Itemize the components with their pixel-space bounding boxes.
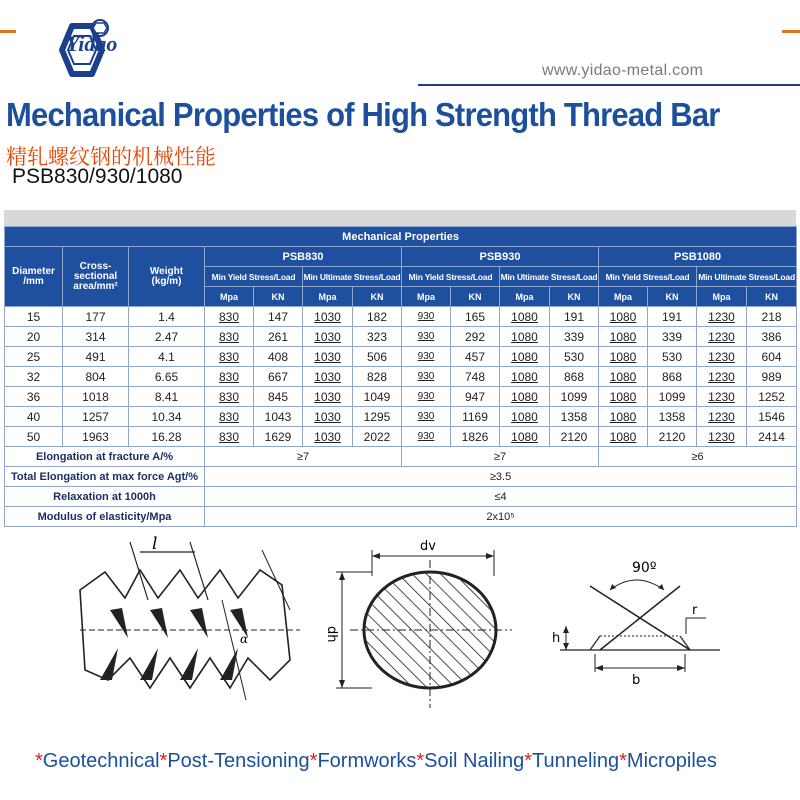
table-row bbox=[5, 347, 797, 367]
subhead-ultimate: Min Ultimate Stress/Load bbox=[303, 267, 402, 287]
unit-mpa: Mpa bbox=[599, 287, 648, 307]
table-cell: 182 bbox=[353, 307, 402, 327]
unit-kn: KN bbox=[451, 287, 500, 307]
cross-section-drawing bbox=[324, 539, 512, 708]
table-cell: 1030 bbox=[303, 427, 353, 447]
table-cell: 1049 bbox=[353, 387, 402, 407]
table-cell: 1295 bbox=[353, 407, 402, 427]
table-cell: 1080 bbox=[500, 367, 550, 387]
table-cell: 1080 bbox=[500, 387, 550, 407]
table-cell: 947 bbox=[451, 387, 500, 407]
table-cell: 830 bbox=[205, 327, 254, 347]
header-diameter: Diameter /mm bbox=[5, 247, 63, 307]
thread-bar-drawing bbox=[80, 534, 300, 700]
relaxation-value: ≤4 bbox=[205, 487, 797, 507]
table-cell: 1963 bbox=[63, 427, 129, 447]
application-item: Soil Nailing bbox=[424, 750, 525, 772]
table-cell: 218 bbox=[747, 307, 797, 327]
applications-band bbox=[35, 750, 765, 792]
table-cell: 1080 bbox=[500, 407, 550, 427]
brand-name: Yidao bbox=[66, 31, 118, 56]
thread-profile-drawing bbox=[552, 560, 720, 688]
mechanical-properties-table bbox=[4, 226, 797, 527]
table-cell: 1230 bbox=[697, 387, 747, 407]
table-cell: 1230 bbox=[697, 347, 747, 367]
table-cell: 386 bbox=[747, 327, 797, 347]
table-cell: 491 bbox=[63, 347, 129, 367]
subhead-yield: Min Yield Stress/Load bbox=[205, 267, 303, 287]
subhead-yield: Min Yield Stress/Load bbox=[402, 267, 500, 287]
app-marker: * bbox=[35, 750, 43, 772]
table-cell: 339 bbox=[550, 327, 599, 347]
thread-h-label: h bbox=[552, 631, 561, 646]
table-cell: 1030 bbox=[303, 407, 353, 427]
table-cell: 8.41 bbox=[129, 387, 205, 407]
app-marker: * bbox=[159, 750, 168, 772]
table-cell: 2414 bbox=[747, 427, 797, 447]
table-cell: 191 bbox=[648, 307, 697, 327]
application-item: Post-Tensioning bbox=[167, 750, 310, 772]
table-cell: 1629 bbox=[254, 427, 303, 447]
unit-mpa: Mpa bbox=[500, 287, 550, 307]
elongation-psb930: ≥7 bbox=[402, 447, 599, 467]
table-cell: 1099 bbox=[648, 387, 697, 407]
table-cell: 1080 bbox=[599, 327, 648, 347]
table-cell: 868 bbox=[550, 367, 599, 387]
table-cell: 830 bbox=[205, 347, 254, 367]
table-cell: 2022 bbox=[353, 427, 402, 447]
app-marker: * bbox=[309, 750, 318, 772]
table-cell: 191 bbox=[550, 307, 599, 327]
table-cell: 177 bbox=[63, 307, 129, 327]
website-url[interactable]: www.yidao-metal.com bbox=[542, 62, 704, 79]
table-cell: 1230 bbox=[697, 327, 747, 347]
table-cell: 1030 bbox=[303, 387, 353, 407]
subhead-ultimate: Min Ultimate Stress/Load bbox=[697, 267, 797, 287]
table-cell: 930 bbox=[402, 367, 451, 387]
table-cell: 25 bbox=[5, 347, 63, 367]
table-cell: 1230 bbox=[697, 427, 747, 447]
table-cell: 36 bbox=[5, 387, 63, 407]
table-cell: 1080 bbox=[599, 367, 648, 387]
total-elongation-value: ≥3.5 bbox=[205, 467, 797, 487]
subhead-yield: Min Yield Stress/Load bbox=[599, 267, 697, 287]
table-cell: 2120 bbox=[550, 427, 599, 447]
table-cell: 408 bbox=[254, 347, 303, 367]
page-title-chinese: 精轧螺纹钢的机械性能 bbox=[6, 146, 216, 169]
elongation-psb830: ≥7 bbox=[205, 447, 402, 467]
table-cell: 1018 bbox=[63, 387, 129, 407]
table-cell: 261 bbox=[254, 327, 303, 347]
table-cell: 165 bbox=[451, 307, 500, 327]
header-cross-section: Cross-sectional area/mm² bbox=[63, 247, 129, 307]
elongation-psb1080: ≥6 bbox=[599, 447, 797, 467]
table-cell: 4.1 bbox=[129, 347, 205, 367]
table-cell: 1030 bbox=[303, 367, 353, 387]
table-cell: 20 bbox=[5, 327, 63, 347]
modulus-value: 2x10⁵ bbox=[205, 507, 797, 527]
table-cell: 2.47 bbox=[129, 327, 205, 347]
unit-kn: KN bbox=[254, 287, 303, 307]
table-cell: 1230 bbox=[697, 407, 747, 427]
table-cell: 930 bbox=[402, 427, 451, 447]
header-rule bbox=[418, 84, 800, 86]
relaxation-label: Relaxation at 1000h bbox=[5, 487, 205, 507]
table-row bbox=[5, 427, 797, 447]
table-cell: 16.28 bbox=[129, 427, 205, 447]
group-psb1080: PSB1080 bbox=[599, 247, 797, 267]
table-cell: 1080 bbox=[599, 307, 648, 327]
table-cell: 604 bbox=[747, 347, 797, 367]
application-item: Formworks bbox=[317, 750, 417, 772]
table-cell: 530 bbox=[550, 347, 599, 367]
grade-subtitle: PSB830/930/1080 bbox=[12, 165, 183, 188]
table-cell: 1230 bbox=[697, 367, 747, 387]
table-cell: 830 bbox=[205, 367, 254, 387]
table-cell: 1080 bbox=[500, 327, 550, 347]
unit-kn: KN bbox=[353, 287, 402, 307]
table-cell: 667 bbox=[254, 367, 303, 387]
table-cell: 830 bbox=[205, 387, 254, 407]
table-cell: 1080 bbox=[599, 407, 648, 427]
technical-diagrams bbox=[0, 530, 800, 730]
total-elongation-label: Total Elongation at max force Agt/% bbox=[5, 467, 205, 487]
table-cell: 339 bbox=[648, 327, 697, 347]
table-cell: 989 bbox=[747, 367, 797, 387]
table-cell: 828 bbox=[353, 367, 402, 387]
table-cell: 2120 bbox=[648, 427, 697, 447]
modulus-label: Modulus of elasticity/Mpa bbox=[5, 507, 205, 527]
unit-mpa: Mpa bbox=[205, 287, 254, 307]
table-cell: 1080 bbox=[500, 307, 550, 327]
top-accent-left bbox=[0, 30, 16, 33]
table-cell: 1546 bbox=[747, 407, 797, 427]
group-psb830: PSB830 bbox=[205, 247, 402, 267]
table-cell: 32 bbox=[5, 367, 63, 387]
table-cell: 930 bbox=[402, 347, 451, 367]
unit-kn: KN bbox=[648, 287, 697, 307]
unit-kn: KN bbox=[747, 287, 797, 307]
table-cell: 530 bbox=[648, 347, 697, 367]
table-cell: 830 bbox=[205, 307, 254, 327]
bar-angle-label: α bbox=[240, 632, 249, 646]
table-cell: 1030 bbox=[303, 327, 353, 347]
table-cell: 1080 bbox=[599, 387, 648, 407]
unit-kn: KN bbox=[550, 287, 599, 307]
table-row bbox=[5, 407, 797, 427]
top-accent-right bbox=[782, 30, 800, 33]
table-cell: 1169 bbox=[451, 407, 500, 427]
table-cell: 1030 bbox=[303, 307, 353, 327]
table-cell: 506 bbox=[353, 347, 402, 367]
table-cell: 314 bbox=[63, 327, 129, 347]
table-cell: 147 bbox=[254, 307, 303, 327]
table-row bbox=[5, 387, 797, 407]
thread-b-label: b bbox=[632, 673, 641, 688]
elongation-label: Elongation at fracture A/% bbox=[5, 447, 205, 467]
section-dh-label: dh bbox=[324, 626, 339, 643]
table-cell: 1080 bbox=[500, 427, 550, 447]
bar-pitch-label: l bbox=[152, 534, 158, 554]
table-cell: 323 bbox=[353, 327, 402, 347]
table-cell: 40 bbox=[5, 407, 63, 427]
thread-r-label: r bbox=[692, 603, 698, 618]
table-row bbox=[5, 327, 797, 347]
table-cell: 1257 bbox=[63, 407, 129, 427]
table-cell: 1826 bbox=[451, 427, 500, 447]
table-cell: 830 bbox=[205, 407, 254, 427]
table-cell: 930 bbox=[402, 407, 451, 427]
table-cell: 1358 bbox=[550, 407, 599, 427]
table-cell: 1252 bbox=[747, 387, 797, 407]
table-cell: 6.65 bbox=[129, 367, 205, 387]
unit-mpa: Mpa bbox=[303, 287, 353, 307]
table-row bbox=[5, 307, 797, 327]
table-cell: 50 bbox=[5, 427, 63, 447]
table-cell: 845 bbox=[254, 387, 303, 407]
table-cell: 1030 bbox=[303, 347, 353, 367]
table-cell: 292 bbox=[451, 327, 500, 347]
table-cell: 10.34 bbox=[129, 407, 205, 427]
table-cell: 15 bbox=[5, 307, 63, 327]
page-title: Mechanical Properties of High Strength Thread Bar bbox=[6, 96, 720, 134]
table-cell: 1358 bbox=[648, 407, 697, 427]
table-cell: 1.4 bbox=[129, 307, 205, 327]
table-cell: 868 bbox=[648, 367, 697, 387]
application-item: Tunneling bbox=[532, 750, 620, 772]
table-cell: 1080 bbox=[599, 347, 648, 367]
application-item: Micropiles bbox=[626, 750, 717, 772]
table-cell: 1230 bbox=[697, 307, 747, 327]
table-cell: 457 bbox=[451, 347, 500, 367]
table-cell: 748 bbox=[451, 367, 500, 387]
unit-mpa: Mpa bbox=[402, 287, 451, 307]
table-cell: 930 bbox=[402, 327, 451, 347]
table-cell: 930 bbox=[402, 307, 451, 327]
table-caption: Mechanical Properties bbox=[5, 227, 797, 247]
table-cell: 1080 bbox=[599, 427, 648, 447]
table-cell: 1043 bbox=[254, 407, 303, 427]
section-dv-label: dv bbox=[420, 539, 436, 554]
thread-angle-label: 90º bbox=[632, 560, 657, 576]
subhead-ultimate: Min Ultimate Stress/Load bbox=[500, 267, 599, 287]
unit-mpa: Mpa bbox=[697, 287, 747, 307]
table-cell: 1099 bbox=[550, 387, 599, 407]
application-item: Geotechnical bbox=[42, 750, 160, 772]
app-marker: * bbox=[619, 750, 627, 772]
table-cell: 930 bbox=[402, 387, 451, 407]
table-cell: 1080 bbox=[500, 347, 550, 367]
header-weight: Weight (kg/m) bbox=[129, 247, 205, 307]
app-marker: * bbox=[524, 750, 532, 772]
group-psb930: PSB930 bbox=[402, 247, 599, 267]
table-cell: 804 bbox=[63, 367, 129, 387]
table-body bbox=[5, 307, 797, 447]
table-cell: 830 bbox=[205, 427, 254, 447]
app-marker: * bbox=[416, 750, 425, 772]
table-row bbox=[5, 367, 797, 387]
